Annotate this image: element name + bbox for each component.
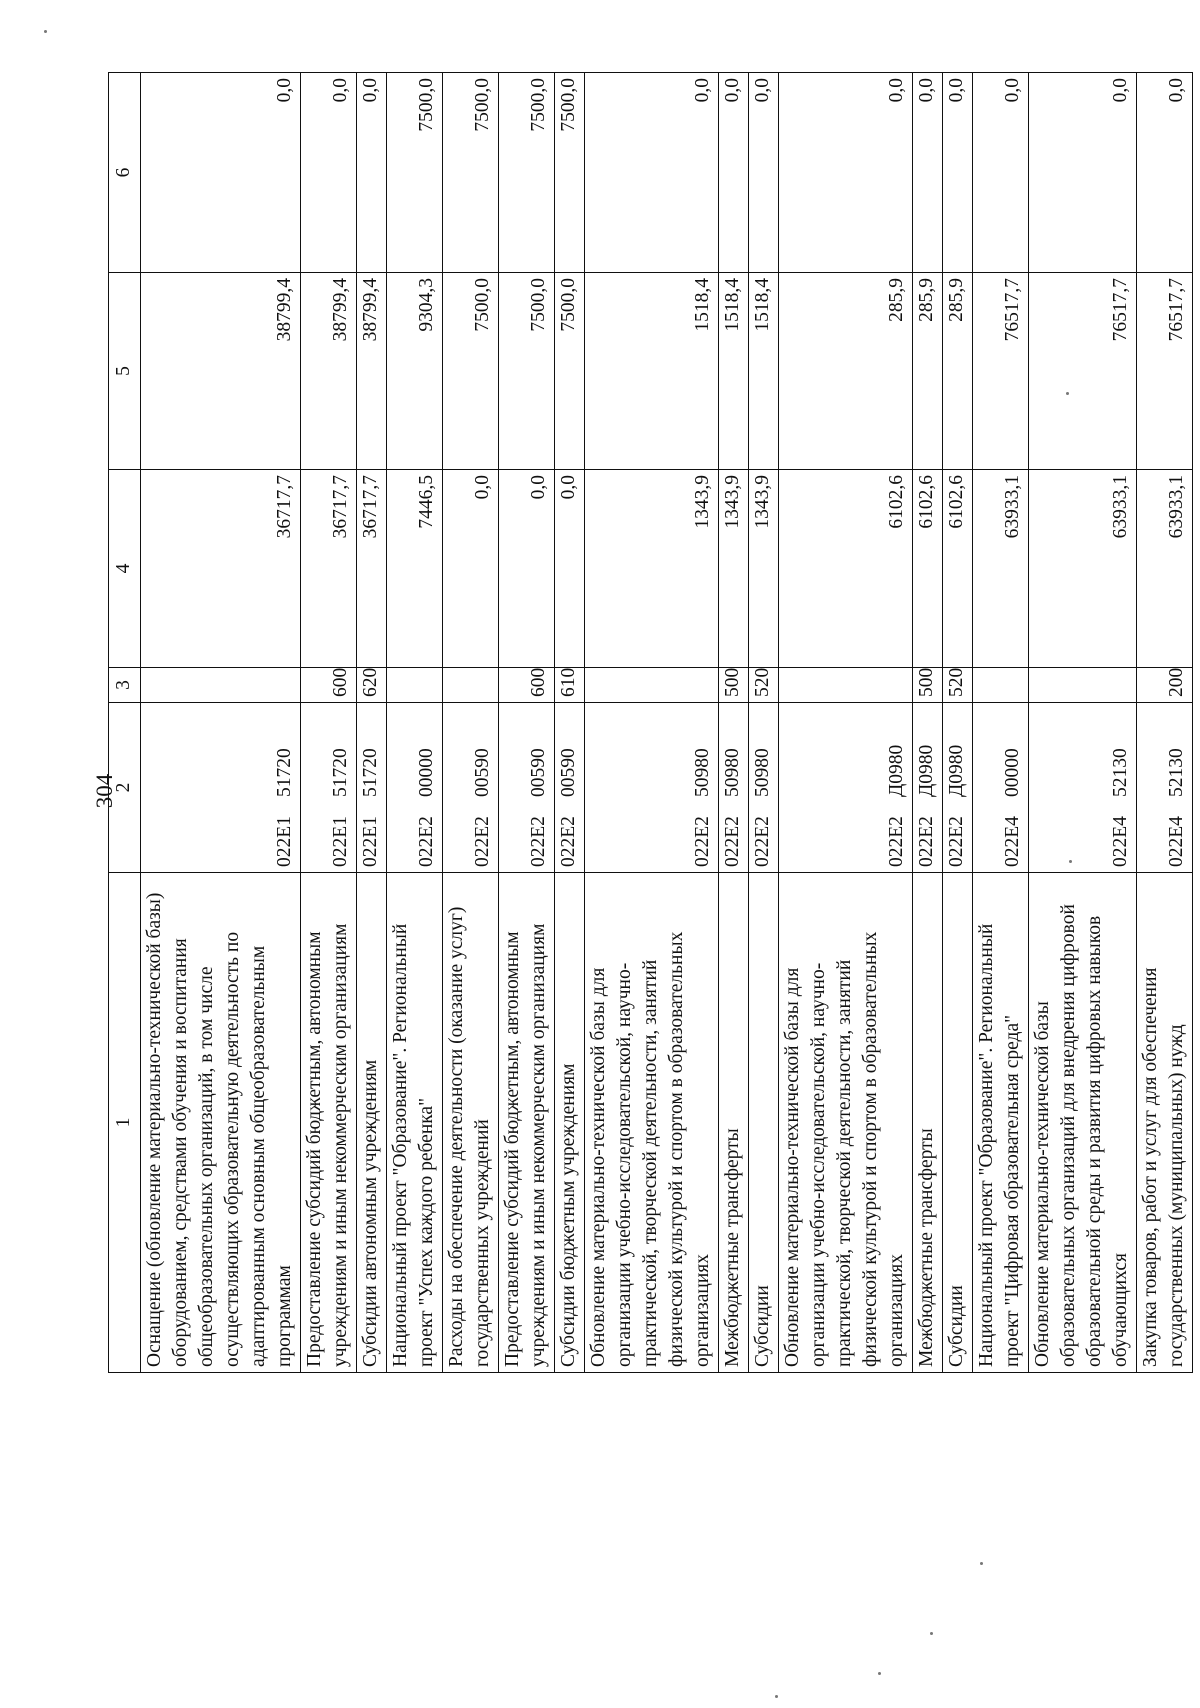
program-code: 022E2	[752, 816, 773, 867]
value-col-6: 0,0	[913, 73, 943, 273]
row-code	[585, 703, 719, 873]
program-code: 022E2	[472, 816, 493, 867]
row-code	[1029, 703, 1137, 873]
value-col-4: 0,0	[443, 470, 499, 668]
expense-type-code: 620	[357, 668, 387, 703]
value-col-5: 9304,3	[387, 273, 443, 470]
table-row	[585, 73, 719, 1373]
row-code	[301, 703, 357, 873]
table-row	[443, 73, 499, 1373]
expense-type-code	[443, 668, 499, 703]
row-code	[1137, 703, 1193, 873]
value-col-6: 0,0	[1137, 73, 1193, 273]
column-header-5: 5	[109, 273, 141, 470]
table-row	[141, 73, 301, 1373]
value-col-6: 7500,0	[499, 73, 555, 273]
direction-code: Д0980	[916, 744, 937, 797]
program-code: 022E2	[416, 816, 437, 867]
program-code: 022E2	[692, 816, 713, 867]
row-code	[141, 703, 301, 873]
expense-type-code: 520	[749, 668, 779, 703]
value-col-4: 6102,6	[943, 470, 973, 668]
program-code: 022E1	[274, 816, 295, 867]
direction-code: 00000	[416, 748, 437, 797]
expense-type-code	[141, 668, 301, 703]
table-row	[301, 73, 357, 1373]
row-name: Обновление материально-технической базы образовательных организаций для внедрения цифровой образовательной среды и развития цифровых навыков обучающихся	[1029, 873, 1137, 1373]
row-code	[913, 703, 943, 873]
direction-code: 50980	[752, 748, 773, 797]
table-row	[1137, 73, 1193, 1373]
row-name: Межбюджетные трансферты	[913, 873, 943, 1373]
expense-type-code	[779, 668, 913, 703]
program-code: 022E1	[360, 816, 381, 867]
table-row	[1029, 73, 1137, 1373]
value-col-5: 1518,4	[749, 273, 779, 470]
program-code: 022E1	[330, 816, 351, 867]
expense-type-code	[1029, 668, 1137, 703]
row-code	[555, 703, 585, 873]
column-header-6: 6	[109, 73, 141, 273]
row-code	[779, 703, 913, 873]
value-col-4: 36717,7	[301, 470, 357, 668]
direction-code: 52130	[1166, 748, 1187, 797]
direction-code: 51720	[274, 748, 295, 797]
value-col-5: 38799,4	[141, 273, 301, 470]
program-code: 022E2	[528, 816, 549, 867]
direction-code: Д0980	[886, 744, 907, 797]
program-code: 022E4	[1002, 816, 1023, 867]
value-col-5: 7500,0	[499, 273, 555, 470]
program-code: 022E2	[946, 816, 967, 867]
table-body	[141, 73, 1193, 1373]
scan-speck	[1066, 392, 1069, 395]
value-col-4: 7446,5	[387, 470, 443, 668]
row-name: Обновление материально-технической базы для организации учебно-исследовательской, научно-практической, творческой деятельности, занятий физической культурой и спортом в образовательных организациях	[779, 873, 913, 1373]
direction-code: 00590	[558, 748, 579, 797]
table-row	[555, 73, 585, 1373]
value-col-5: 1518,4	[585, 273, 719, 470]
row-name: Закупка товаров, работ и услуг для обеспечения государственных (муниципальных) нужд	[1137, 873, 1193, 1373]
expense-type-code: 500	[913, 668, 943, 703]
expense-type-code	[387, 668, 443, 703]
row-name: Национальный проект "Образование". Региональный проект "Успех каждого ребенка"	[387, 873, 443, 1373]
program-code: 022E2	[886, 816, 907, 867]
direction-code: 51720	[330, 748, 351, 797]
scan-speck	[1069, 860, 1072, 863]
value-col-6: 0,0	[301, 73, 357, 273]
value-col-4: 1343,9	[719, 470, 749, 668]
row-name: Субсидии бюджетным учреждениям	[555, 873, 585, 1373]
table-row	[499, 73, 555, 1373]
value-col-5: 76517,7	[1137, 273, 1193, 470]
value-col-5: 38799,4	[301, 273, 357, 470]
value-col-6: 7500,0	[387, 73, 443, 273]
header-row	[109, 73, 141, 1373]
value-col-4: 0,0	[499, 470, 555, 668]
value-col-4: 36717,7	[141, 470, 301, 668]
row-code	[749, 703, 779, 873]
rotated-page	[108, 73, 1187, 1373]
expense-type-code: 200	[1137, 668, 1193, 703]
value-col-5: 76517,7	[973, 273, 1029, 470]
column-header-3: 3	[109, 668, 141, 703]
value-col-4: 6102,6	[913, 470, 943, 668]
value-col-4: 36717,7	[357, 470, 387, 668]
table-row	[943, 73, 973, 1373]
row-name: Предоставление субсидий бюджетным, автономным учреждениям и иным некоммерческим организациям	[301, 873, 357, 1373]
table-row	[779, 73, 913, 1373]
scan-speck	[775, 1695, 778, 1698]
value-col-6: 0,0	[585, 73, 719, 273]
scan-speck	[878, 1672, 881, 1675]
value-col-4: 1343,9	[749, 470, 779, 668]
value-col-5: 285,9	[779, 273, 913, 470]
direction-code: 51720	[360, 748, 381, 797]
table-header	[109, 73, 141, 1373]
direction-code: 00590	[528, 748, 549, 797]
value-col-5: 76517,7	[1029, 273, 1137, 470]
program-code: 022E2	[916, 816, 937, 867]
direction-code: 50980	[692, 748, 713, 797]
value-col-6: 7500,0	[555, 73, 585, 273]
expense-type-code: 600	[301, 668, 357, 703]
row-code	[387, 703, 443, 873]
row-code	[443, 703, 499, 873]
value-col-5: 285,9	[943, 273, 973, 470]
row-name: Обновление материально-технической базы для организации учебно-исследовательской, научно-практической, творческой деятельности, занятий физической культурой и спортом в образовательных организациях	[585, 873, 719, 1373]
value-col-5: 38799,4	[357, 273, 387, 470]
direction-code: Д0980	[946, 744, 967, 797]
expense-type-code: 500	[719, 668, 749, 703]
value-col-4: 1343,9	[585, 470, 719, 668]
row-name: Оснащение (обновление материально-технической базы) оборудованием, средствами обучения и воспитания общеобразовательных организаций, в том числе осуществляющих образовательную деятельность по адаптированным основным общеобразовательным программам	[141, 873, 301, 1373]
page-number: 304	[92, 773, 117, 809]
scan-speck	[44, 30, 47, 33]
row-name: Субсидии	[943, 873, 973, 1373]
table-row	[973, 73, 1029, 1373]
program-code: 022E2	[558, 816, 579, 867]
row-name: Межбюджетные трансферты	[719, 873, 749, 1373]
column-header-2: 2	[109, 703, 141, 873]
value-col-6: 0,0	[357, 73, 387, 273]
value-col-6: 0,0	[1029, 73, 1137, 273]
direction-code: 50980	[722, 748, 743, 797]
row-name: Субсидии автономным учреждениям	[357, 873, 387, 1373]
program-code: 022E4	[1110, 816, 1131, 867]
value-col-4: 0,0	[555, 470, 585, 668]
column-header-1: 1	[109, 873, 141, 1373]
row-name: Субсидии	[749, 873, 779, 1373]
value-col-4: 63933,1	[973, 470, 1029, 668]
expense-type-code: 600	[499, 668, 555, 703]
row-name: Национальный проект "Образование". Региональный проект "Цифровая образовательная среда"	[973, 873, 1029, 1373]
value-col-6: 0,0	[973, 73, 1029, 273]
row-code	[943, 703, 973, 873]
value-col-6: 0,0	[943, 73, 973, 273]
value-col-6: 0,0	[141, 73, 301, 273]
row-name: Предоставление субсидий бюджетным, автономным учреждениям и иным некоммерческим организациям	[499, 873, 555, 1373]
scan-speck	[930, 1632, 933, 1635]
row-code	[973, 703, 1029, 873]
value-col-6: 7500,0	[443, 73, 499, 273]
row-name: Расходы на обеспечение деятельности (оказание услуг) государственных учреждений	[443, 873, 499, 1373]
value-col-5: 1518,4	[719, 273, 749, 470]
value-col-5: 7500,0	[555, 273, 585, 470]
budget-table	[108, 72, 1193, 1373]
expense-type-code	[973, 668, 1029, 703]
expense-type-code: 520	[943, 668, 973, 703]
row-code	[357, 703, 387, 873]
value-col-6: 0,0	[779, 73, 913, 273]
table-row	[719, 73, 749, 1373]
row-code	[499, 703, 555, 873]
expense-type-code: 610	[555, 668, 585, 703]
column-header-4: 4	[109, 470, 141, 668]
table-row	[387, 73, 443, 1373]
value-col-6: 0,0	[719, 73, 749, 273]
program-code: 022E4	[1166, 816, 1187, 867]
expense-type-code	[585, 668, 719, 703]
direction-code: 52130	[1110, 748, 1131, 797]
value-col-4: 63933,1	[1137, 470, 1193, 668]
table-row	[749, 73, 779, 1373]
value-col-5: 285,9	[913, 273, 943, 470]
value-col-4: 6102,6	[779, 470, 913, 668]
table-row	[913, 73, 943, 1373]
direction-code: 00590	[472, 748, 493, 797]
program-code: 022E2	[722, 816, 743, 867]
row-code	[719, 703, 749, 873]
scan-speck	[980, 1562, 983, 1565]
table-row	[357, 73, 387, 1373]
direction-code: 00000	[1002, 748, 1023, 797]
value-col-5: 7500,0	[443, 273, 499, 470]
value-col-4: 63933,1	[1029, 470, 1137, 668]
value-col-6: 0,0	[749, 73, 779, 273]
